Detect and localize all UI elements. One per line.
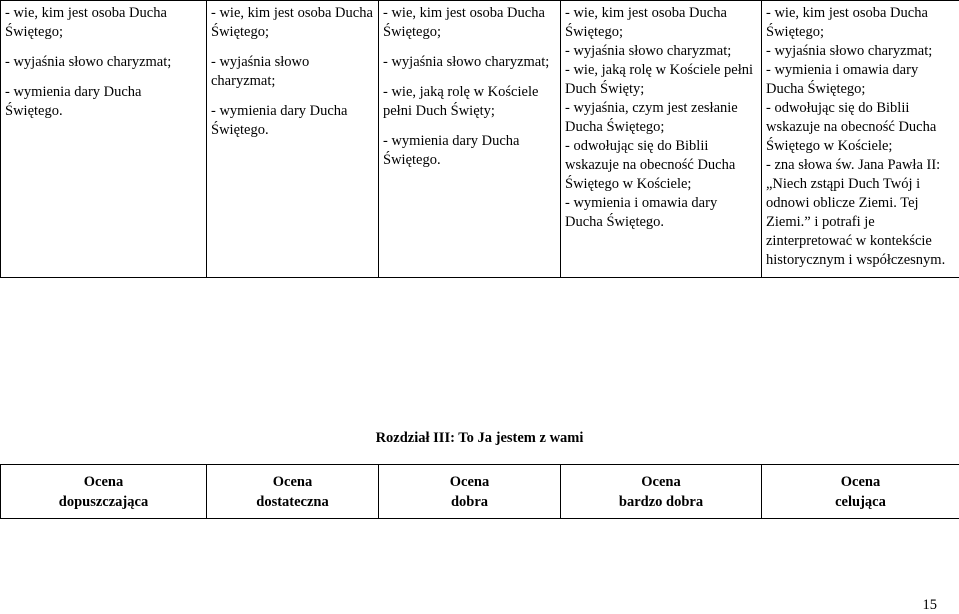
requirement-item: - wyjaśnia słowo charyzmat; xyxy=(766,42,955,61)
grade-label: Ocena xyxy=(762,472,959,492)
cell-grade-3 xyxy=(379,1,561,278)
requirement-item: - wyjaśnia słowo charyzmat; xyxy=(211,53,374,91)
page-number: 15 xyxy=(923,597,938,614)
table-row xyxy=(1,1,959,278)
grade-name: dopuszczająca xyxy=(1,492,206,512)
grade-label: Ocena xyxy=(207,472,378,492)
requirement-item: - wymienia dary Ducha Świętego. xyxy=(5,83,202,121)
table-row xyxy=(1,465,959,519)
cell-grade-1 xyxy=(1,1,207,278)
grade-name: dobra xyxy=(379,492,560,512)
requirement-item: - wyjaśnia słowo charyzmat; xyxy=(565,42,757,61)
chapter-heading: Rozdział III: To Ja jestem z wami xyxy=(0,430,959,447)
requirement-item: - wymienia i omawia dary Ducha Świętego. xyxy=(565,194,757,232)
requirement-item: - wymienia dary Ducha Świętego. xyxy=(211,102,374,140)
requirement-item: - wyjaśnia słowo charyzmat; xyxy=(5,53,202,72)
requirement-item: - wie, kim jest osoba Ducha Świętego; xyxy=(5,4,202,42)
requirement-item: - wyjaśnia słowo charyzmat; xyxy=(383,53,556,72)
grade-header-cell xyxy=(1,465,207,519)
cell-grade-2 xyxy=(207,1,379,278)
requirement-item: - wie, jaką rolę w Kościele pełni Duch Święty; xyxy=(383,83,556,121)
requirement-item: - wie, jaką rolę w Kościele pełni Duch Święty; xyxy=(565,61,757,99)
requirement-item: - odwołując się do Biblii wskazuje na obecność Ducha Świętego w Kościele; xyxy=(766,99,955,156)
requirement-item: - odwołując się do Biblii wskazuje na obecność Ducha Świętego w Kościele; xyxy=(565,137,757,194)
cell-grade-4 xyxy=(561,1,762,278)
requirement-item: - wie, kim jest osoba Ducha Świętego; xyxy=(766,4,955,42)
requirement-item: - zna słowa św. Jana Pawła II: „Niech zstąpi Duch Twój i odnowi oblicze Ziemi. Tej Ziemi.” i potrafi je zinterpretować w kontekście historycznym i współczesnym. xyxy=(766,156,955,270)
grade-header-table xyxy=(0,464,959,519)
requirements-table xyxy=(0,0,959,278)
grade-name: celująca xyxy=(762,492,959,512)
requirement-item: - wyjaśnia, czym jest zesłanie Ducha Świętego; xyxy=(565,99,757,137)
grade-label: Ocena xyxy=(561,472,761,492)
grade-label: Ocena xyxy=(379,472,560,492)
requirement-item: - wie, kim jest osoba Ducha Świętego; xyxy=(565,4,757,42)
requirement-item: - wymienia i omawia dary Ducha Świętego; xyxy=(766,61,955,99)
requirement-item: - wie, kim jest osoba Ducha Świętego; xyxy=(383,4,556,42)
cell-grade-5 xyxy=(762,1,959,278)
grade-header-cell xyxy=(207,465,379,519)
grade-header-cell xyxy=(561,465,762,519)
requirement-item: - wie, kim jest osoba Ducha Świętego; xyxy=(211,4,374,42)
grade-label: Ocena xyxy=(1,472,206,492)
grade-header-cell xyxy=(762,465,959,519)
grade-name: dostateczna xyxy=(207,492,378,512)
requirement-item: - wymienia dary Ducha Świętego. xyxy=(383,132,556,170)
grade-header-cell xyxy=(379,465,561,519)
grade-name: bardzo dobra xyxy=(561,492,761,512)
